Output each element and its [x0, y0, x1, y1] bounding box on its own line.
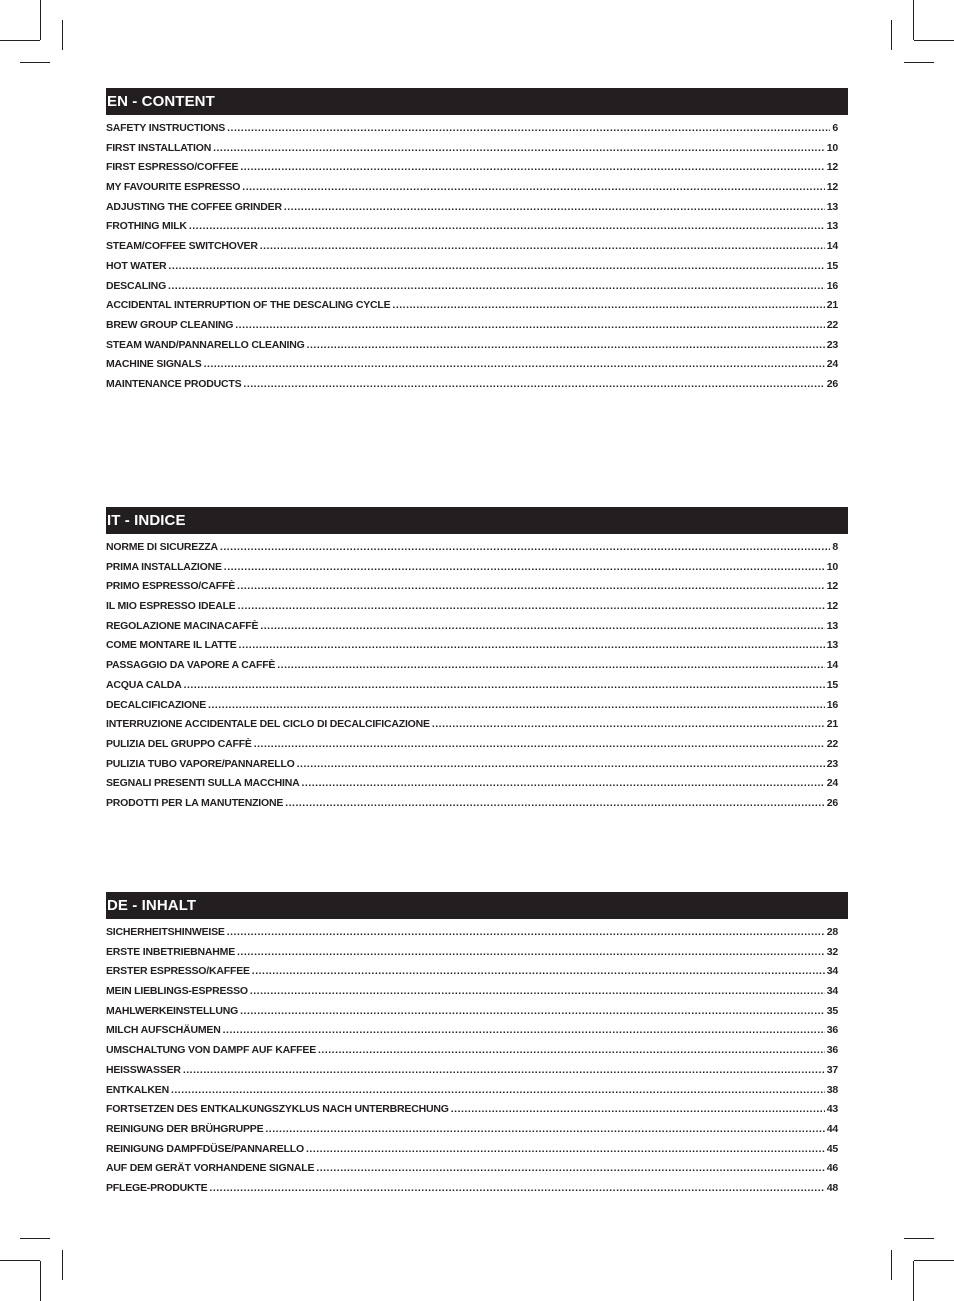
dot-leader	[451, 1103, 825, 1115]
crop-mark	[891, 20, 892, 50]
dot-leader	[213, 142, 825, 154]
toc-entry-title: PULIZIA DEL GRUPPO CAFFÈ	[106, 737, 252, 750]
toc-entry-title: ACCIDENTAL INTERRUPTION OF THE DESCALING CYCLE	[106, 299, 391, 312]
dot-leader	[284, 201, 825, 213]
dot-leader	[432, 718, 825, 730]
toc-entry-page: 38	[826, 1083, 838, 1096]
toc-entry[interactable]	[106, 122, 848, 142]
toc-entry[interactable]	[106, 985, 848, 1005]
toc-entry[interactable]	[106, 946, 848, 966]
toc-entry-title: MILCH AUFSCHÄUMEN	[106, 1024, 221, 1037]
dot-leader	[183, 1064, 825, 1076]
toc-entry-title: MY FAVOURITE ESPRESSO	[106, 181, 241, 194]
toc-entry[interactable]	[106, 777, 848, 797]
toc-entry-page: 13	[826, 639, 838, 652]
crop-mark	[913, 1261, 914, 1301]
toc-list	[106, 926, 848, 1202]
dot-leader	[285, 797, 825, 809]
toc-entry-title: ERSTE INBETRIEBNAHME	[106, 945, 236, 958]
dot-leader	[238, 600, 825, 612]
dot-leader	[260, 240, 825, 252]
toc-entry[interactable]	[106, 260, 848, 280]
crop-mark	[20, 1238, 50, 1239]
crop-mark	[40, 0, 41, 40]
toc-entry-page: 15	[826, 678, 838, 691]
toc-entry[interactable]	[106, 1044, 848, 1064]
toc-entry-title: FROTHING MILK	[106, 220, 187, 233]
toc-entry-title: PRODOTTI PER LA MANUTENZIONE	[106, 796, 284, 809]
toc-entry-page: 48	[826, 1181, 838, 1194]
dot-leader	[240, 1005, 825, 1017]
toc-entry[interactable]	[106, 639, 848, 659]
toc-entry-title: REGOLAZIONE MACINACAFFÈ	[106, 619, 259, 632]
toc-entry-page: 24	[826, 777, 838, 790]
toc-entry[interactable]	[106, 358, 848, 378]
toc-entry-title: HEISSWASSER	[106, 1063, 181, 1076]
dot-leader	[265, 1123, 824, 1135]
dot-leader	[204, 358, 825, 370]
crop-mark	[913, 0, 914, 40]
toc-section-it	[106, 507, 848, 817]
toc-entry[interactable]	[106, 699, 848, 719]
toc-entry-page: 32	[826, 945, 838, 958]
dot-leader	[250, 985, 825, 997]
toc-entry-title: MACHINE SIGNALS	[106, 358, 202, 371]
toc-entry-title: ERSTER ESPRESSO/KAFFEE	[106, 965, 250, 978]
toc-entry-title: FIRST INSTALLATION	[106, 141, 212, 154]
toc-entry-title: ACQUA CALDA	[106, 678, 182, 691]
toc-entry[interactable]	[106, 319, 848, 339]
toc-entry[interactable]	[106, 718, 848, 738]
toc-entry-page: 12	[826, 161, 838, 174]
toc-entry-title: MAHLWERKEINSTELLUNG	[106, 1004, 239, 1017]
toc-entry-title: FIRST ESPRESSO/COFFEE	[106, 161, 239, 174]
dot-leader	[171, 1084, 825, 1096]
crop-mark	[914, 40, 954, 41]
toc-entry-page: 34	[826, 985, 838, 998]
toc-entry[interactable]	[106, 240, 848, 260]
toc-entry[interactable]	[106, 738, 848, 758]
toc-entry[interactable]	[106, 1182, 848, 1202]
dot-leader	[302, 777, 825, 789]
toc-entry-title: PFLEGE-PRODUKTE	[106, 1181, 208, 1194]
dot-leader	[240, 161, 824, 173]
toc-section-en	[106, 88, 848, 398]
toc-entry-page: 10	[826, 560, 838, 573]
toc-entry[interactable]	[106, 1024, 848, 1044]
toc-entry[interactable]	[106, 758, 848, 778]
toc-entry-page: 13	[826, 200, 838, 213]
toc-entry-title: DECALCIFICAZIONE	[106, 698, 207, 711]
crop-mark	[904, 1238, 934, 1239]
toc-entry-title: ENTKALKEN	[106, 1083, 169, 1096]
toc-entry-title: SEGNALI PRESENTI SULLA MACCHINA	[106, 777, 300, 790]
toc-entry[interactable]	[106, 299, 848, 319]
toc-entry-page: 21	[826, 299, 838, 312]
toc-entry-title: FORTSETZEN DES ENTKALKUNGSZYKLUS NACH UNTERBRECHUNG	[106, 1103, 449, 1116]
crop-mark	[0, 1260, 40, 1261]
toc-entry-page: 12	[826, 580, 838, 593]
toc-entry[interactable]	[106, 1103, 848, 1123]
toc-entry[interactable]	[106, 201, 848, 221]
toc-entry[interactable]	[106, 580, 848, 600]
dot-leader	[235, 319, 824, 331]
toc-list	[106, 541, 848, 817]
toc-entry-title: STEAM/COFFEE SWITCHOVER	[106, 240, 258, 253]
dot-leader	[243, 378, 824, 390]
dot-leader	[227, 926, 825, 938]
toc-entry[interactable]	[106, 339, 848, 359]
toc-entry-title: SICHERHEITSHINWEISE	[106, 926, 225, 938]
toc-entry[interactable]	[106, 600, 848, 620]
toc-entry-page: 24	[826, 358, 838, 371]
toc-entry-page: 23	[826, 757, 838, 770]
toc-entry-title: PRIMO ESPRESSO/CAFFÈ	[106, 580, 236, 593]
toc-entry-page: 26	[826, 796, 838, 809]
toc-entry-page: 36	[826, 1024, 838, 1037]
dot-leader	[242, 181, 824, 193]
toc-entry[interactable]	[106, 797, 848, 817]
dot-leader	[306, 1143, 825, 1155]
toc-entry-title: MEIN LIEBLINGS-ESPRESSO	[106, 985, 248, 998]
dot-leader	[297, 758, 825, 770]
dot-leader	[224, 561, 825, 573]
toc-entry-title: BREW GROUP CLEANING	[106, 318, 234, 331]
toc-entry[interactable]	[106, 1064, 848, 1084]
toc-entry-title: MAINTENANCE PRODUCTS	[106, 377, 242, 390]
dot-leader	[208, 699, 825, 711]
crop-mark	[891, 1250, 892, 1280]
toc-entry-page: 23	[826, 338, 838, 351]
toc-entry-page: 46	[826, 1162, 838, 1175]
toc-entry-page: 36	[826, 1044, 838, 1057]
toc-entry-page: 37	[826, 1063, 838, 1076]
crop-mark	[914, 1260, 954, 1261]
toc-entry-title: PASSAGGIO DA VAPORE A CAFFÈ	[106, 659, 276, 672]
dot-leader	[223, 1024, 825, 1036]
dot-leader	[189, 220, 825, 232]
dot-leader	[220, 541, 830, 553]
dot-leader	[277, 659, 824, 671]
dot-leader	[168, 280, 825, 292]
toc-entry-page: 16	[826, 698, 838, 711]
toc-entry-page: 21	[826, 718, 838, 731]
toc-entry[interactable]	[106, 280, 848, 300]
toc-entry-page: 10	[826, 141, 838, 154]
dot-leader	[237, 946, 825, 958]
toc-entry-title: DESCALING	[106, 279, 167, 292]
toc-entry-title: HOT WATER	[106, 259, 167, 272]
toc-entry-title: STEAM WAND/PANNARELLO CLEANING	[106, 338, 305, 351]
dot-leader	[307, 339, 825, 351]
toc-entry[interactable]	[106, 1143, 848, 1163]
toc-entry-title: ADJUSTING THE COFFEE GRINDER	[106, 200, 282, 213]
toc-entry-page: 12	[826, 600, 838, 613]
toc-entry-page: 35	[826, 1004, 838, 1017]
toc-entry[interactable]	[106, 1123, 848, 1143]
toc-entry-title: INTERRUZIONE ACCIDENTALE DEL CICLO DI DECALCIFICAZIONE	[106, 718, 430, 731]
dot-leader	[254, 738, 825, 750]
toc-entry[interactable]	[106, 181, 848, 201]
section-heading: IT - INDICE	[106, 507, 848, 534]
dot-leader	[227, 122, 830, 134]
toc-entry-page: 45	[826, 1142, 838, 1155]
toc-entry-page: 26	[826, 377, 838, 390]
dot-leader	[252, 965, 825, 977]
crop-mark	[20, 62, 50, 63]
toc-entry-page: 6	[832, 122, 838, 134]
section-heading: DE - INHALT	[106, 892, 848, 919]
toc-entry[interactable]	[106, 378, 848, 398]
crop-mark	[62, 1250, 63, 1280]
toc-entry-page: 13	[826, 220, 838, 233]
toc-entry-page: 34	[826, 965, 838, 978]
crop-mark	[62, 20, 63, 50]
toc-entry[interactable]	[106, 142, 848, 162]
toc-entry-page: 44	[826, 1122, 838, 1135]
toc-entry-page: 13	[826, 619, 838, 632]
toc-section-de	[106, 892, 848, 1202]
toc-entry[interactable]	[106, 659, 848, 679]
toc-list	[106, 122, 848, 398]
dot-leader	[260, 620, 824, 632]
toc-entry[interactable]	[106, 620, 848, 640]
toc-entry[interactable]	[106, 541, 848, 561]
dot-leader	[316, 1162, 824, 1174]
section-heading: EN - CONTENT	[106, 88, 848, 115]
toc-entry[interactable]	[106, 965, 848, 985]
toc-entry-title: AUF DEM GERÄT VORHANDENE SIGNALE	[106, 1162, 315, 1175]
crop-mark	[0, 40, 40, 41]
toc-entry[interactable]	[106, 926, 848, 946]
toc-entry-page: 43	[826, 1103, 838, 1116]
toc-entry-page: 28	[826, 926, 838, 938]
toc-entry-page: 16	[826, 279, 838, 292]
crop-mark	[904, 62, 934, 63]
toc-entry-title: PULIZIA TUBO VAPORE/PANNARELLO	[106, 757, 295, 770]
toc-entry-page: 15	[826, 259, 838, 272]
toc-entry[interactable]	[106, 220, 848, 240]
toc-entry-title: IL MIO ESPRESSO IDEALE	[106, 600, 236, 613]
toc-entry[interactable]	[106, 161, 848, 181]
toc-entry-title: NORME DI SICUREZZA	[106, 541, 218, 553]
crop-mark	[40, 1261, 41, 1301]
toc-entry-title: REINIGUNG DAMPFDÜSE/PANNARELLO	[106, 1142, 304, 1155]
dot-leader	[168, 260, 824, 272]
dot-leader	[318, 1044, 825, 1056]
dot-leader	[209, 1182, 824, 1194]
toc-entry[interactable]	[106, 561, 848, 581]
toc-entry-title: PRIMA INSTALLAZIONE	[106, 560, 222, 573]
toc-entry-page: 14	[826, 240, 838, 253]
toc-entry-title: COME MONTARE IL LATTE	[106, 639, 237, 652]
toc-entry-page: 22	[826, 737, 838, 750]
toc-entry[interactable]	[106, 679, 848, 699]
dot-leader	[239, 639, 825, 651]
toc-entry-page: 14	[826, 659, 838, 672]
dot-leader	[392, 299, 824, 311]
dot-leader	[237, 580, 825, 592]
toc-entry-title: UMSCHALTUNG VON DAMPF AUF KAFFEE	[106, 1044, 317, 1057]
toc-entry-page: 8	[832, 541, 838, 553]
dot-leader	[184, 679, 825, 691]
toc-entry-page: 22	[826, 318, 838, 331]
toc-entry[interactable]	[106, 1084, 848, 1104]
toc-entry-title: SAFETY INSTRUCTIONS	[106, 122, 226, 134]
toc-entry[interactable]	[106, 1162, 848, 1182]
toc-entry-page: 12	[826, 181, 838, 194]
toc-entry[interactable]	[106, 1005, 848, 1025]
toc-entry-title: REINIGUNG DER BRÜHGRUPPE	[106, 1122, 264, 1135]
